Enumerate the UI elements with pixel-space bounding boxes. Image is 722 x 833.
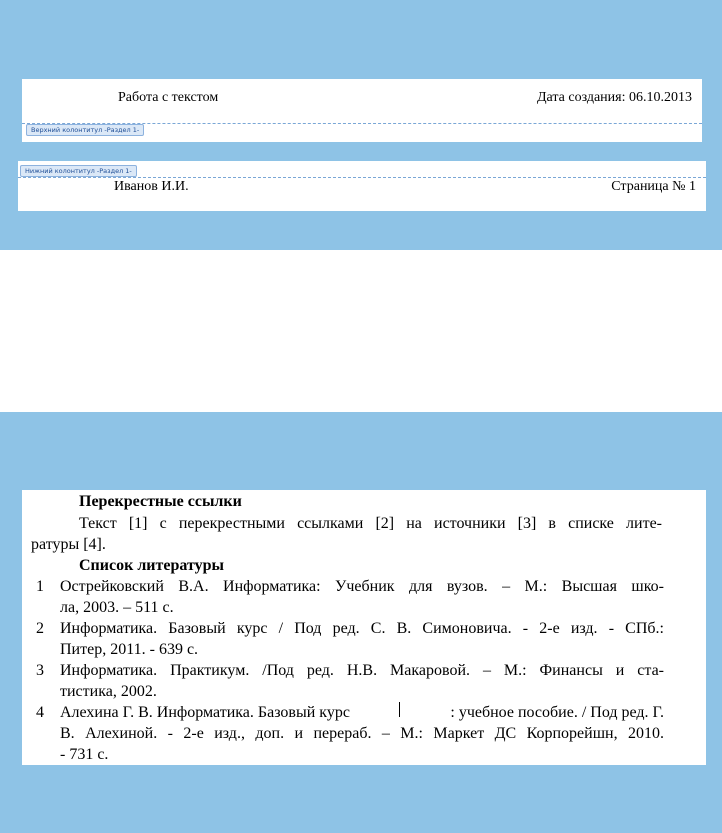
footer-left-text: Иванов И.И. [114, 179, 189, 194]
list-item-line: тистика, 2002. [60, 683, 157, 700]
page-footer-area[interactable] [18, 161, 706, 211]
list-item-number: 4 [36, 704, 44, 721]
footer-boundary-line [18, 177, 706, 178]
list-item-line: Питер, 2011. - 639 с. [60, 641, 199, 658]
footer-section-tag: Нижний колонтитул -Раздел 1- [20, 165, 137, 177]
list-item-line-part: Алехина Г. В. Информатика. Базовый курс [60, 704, 350, 721]
list-item-number: 2 [36, 620, 44, 637]
paragraph-line-2: ратуры [4]. [31, 536, 106, 553]
footer-right-text: Страница № 1 [611, 179, 696, 194]
list-item-line: ла, 2003. – 511 с. [60, 599, 174, 616]
document-page[interactable] [22, 490, 706, 765]
list-item-line: В. Алехиной. - 2-е изд., доп. и перераб. – М.: Маркет ДС Корпорейшн, 2010. [60, 725, 664, 742]
list-item-number: 1 [36, 578, 44, 595]
header-left-text: Работа с текстом [118, 90, 219, 105]
list-item-line: Информатика. Практикум. /Под ред. Н.В. Макаровой. – М.: Финансы и ста- [60, 662, 664, 679]
section-title: Перекрестные ссылки [79, 493, 242, 510]
page-header-area[interactable] [22, 79, 702, 142]
header-right-text: Дата создания: 06.10.2013 [536, 90, 692, 105]
list-item-line: Острейковский В.А. Информатика: Учебник для вузов. – М.: Высшая шко- [60, 578, 664, 595]
list-item-line-part: : учебное пособие. / Под ред. Г. [450, 704, 664, 721]
paragraph-line-1: Текст [1] с перекрестными ссылками [2] на источники [3] в списке лите- [79, 515, 662, 532]
list-item-line: - 731 с. [60, 746, 109, 763]
list-item-line: Информатика. Базовый курс / Под ред. С. В. Симоновича. - 2-е изд. - СПб.: [60, 620, 664, 637]
list-item-line [60, 702, 664, 723]
list-item-number: 3 [36, 662, 44, 679]
text-cursor [399, 702, 400, 717]
screenshot-panel-top [0, 0, 722, 250]
header-section-tag: Верхний колонтитул -Раздел 1- [26, 124, 144, 136]
bibliography-title: Список литературы [79, 557, 224, 574]
